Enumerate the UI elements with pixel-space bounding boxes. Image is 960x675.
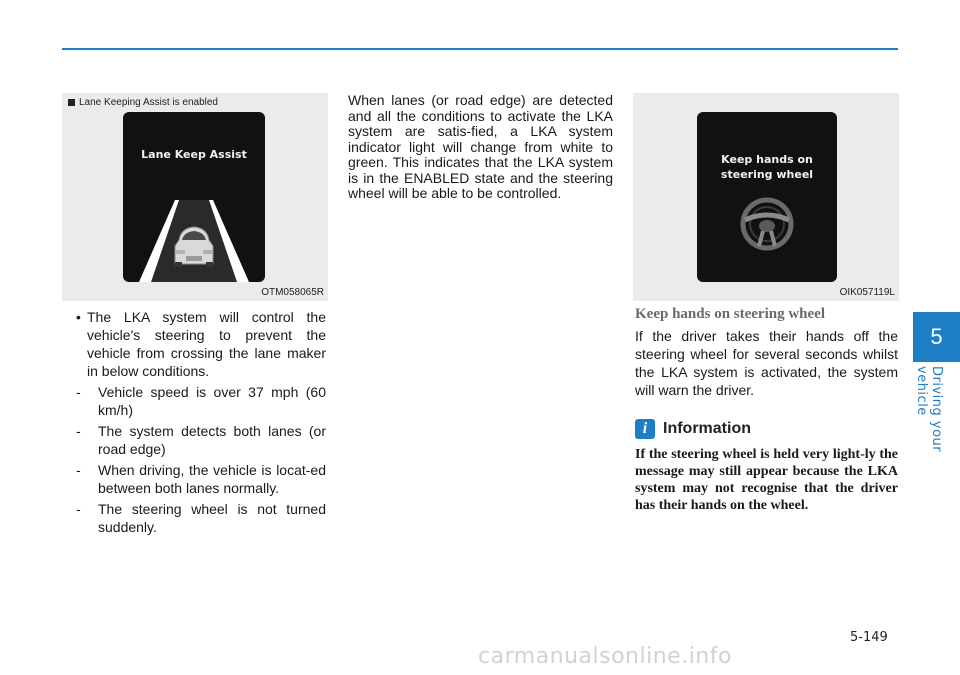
condition-text: The system detects both lanes (or road edge) [98,423,326,457]
bullet-dot: • [76,309,81,325]
condition-text: The steering wheel is not turned suddenly. [98,501,326,535]
dash-marker: - [76,462,81,478]
information-title: Information [663,420,751,437]
middle-column-paragraph: When lanes (or road edge) are detected and all the conditions to activate the LKA system are satis-fied, a LKA system indicator light will change from white to green. This indicates that the LKA system is in the ENABLED state and the steering wheel will be able to be controlled. [348,92,613,201]
condition-item [76,461,326,497]
square-bullet-icon [68,99,75,106]
info-icon: i [635,419,655,439]
dash-marker: - [76,423,81,439]
chapter-title: Driving your vehicle [914,366,944,453]
cluster-display [697,112,837,282]
information-header [635,419,751,439]
cluster-display [123,112,265,282]
condition-item [76,422,326,458]
figure-code: OIK057119L [839,287,895,298]
bullet-text: The LKA system will control the vehicle's steering to prevent the vehicle from crossing the lane maker in below conditions. [87,309,326,379]
condition-text: When driving, the vehicle is locat-ed between both lanes normally. [98,462,326,496]
left-column-list [76,308,326,536]
figure-caption-text: Lane Keeping Assist is enabled [79,97,218,108]
header-rule [62,48,898,50]
section-paragraph: If the driver takes their hands off the steering wheel for several seconds whilst the LKA system is activated, the system will warn the driver. [635,328,898,398]
page-number: 5-149 [850,630,888,645]
bullet-item [76,308,326,380]
screen-title-line-2: steering wheel [720,168,814,181]
screen-title-line-1: Keep hands on [721,153,813,166]
lane-graphic [123,112,265,282]
chapter-number-tab: 5 [913,312,960,362]
steering-wheel-icon [697,112,837,282]
dash-marker: - [76,501,81,517]
figure-lane-keep-assist [62,93,328,301]
information-text: If the steering wheel is held very light-ly the message may still appear because the LKA system may not recognise that the driver has their hands on the wheel. [635,447,898,513]
condition-item [76,383,326,419]
condition-text: Vehicle speed is over 37 mph (60 km/h) [98,384,326,418]
section-heading: Keep hands on steering wheel [635,306,826,322]
condition-item [76,500,326,536]
figure-keep-hands-on-wheel [633,93,899,301]
dash-marker: - [76,384,81,400]
figure-code: OTM058065R [261,287,324,298]
cluster-display-title: Lane Keep Assist [141,148,247,161]
figure-caption [68,97,218,108]
watermark: carmanualsonline.info [478,644,732,669]
